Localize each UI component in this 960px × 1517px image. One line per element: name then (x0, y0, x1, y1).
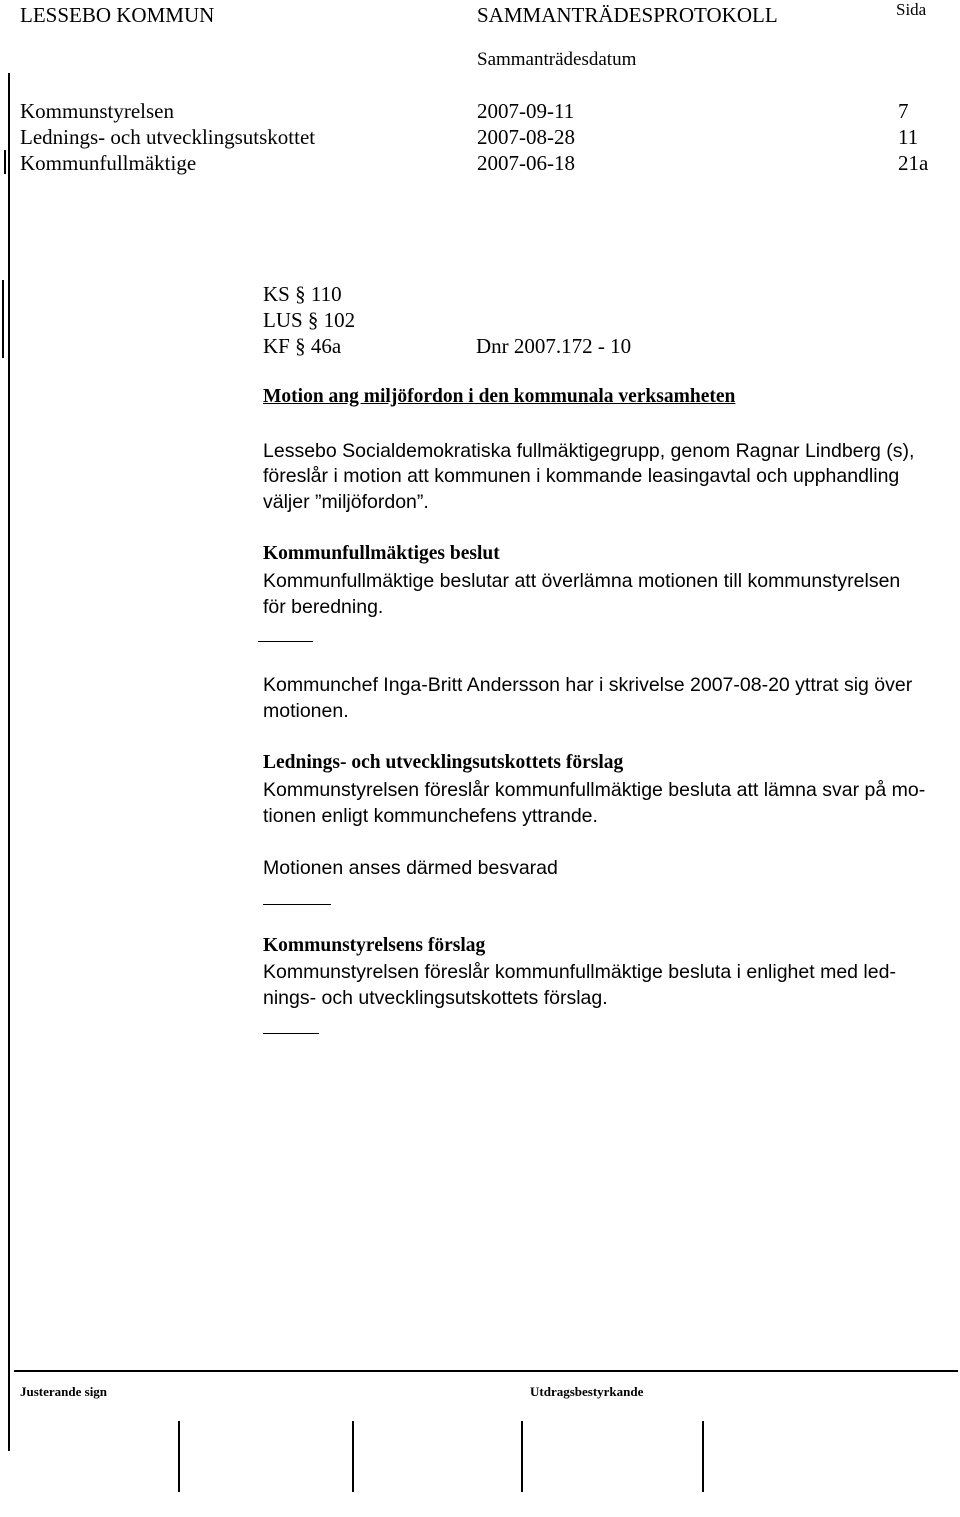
meeting-body-ks: Kommunstyrelsen (20, 99, 174, 123)
meeting-page-lus: 11 (898, 125, 919, 149)
meeting-date-kf: 2007-06-18 (477, 151, 575, 175)
intro-line: Lessebo Socialdemokratiska fullmäktigegrupp, genom Ragnar Lindberg (s), (263, 440, 915, 462)
kf-decision-heading: Kommunfullmäktiges beslut (263, 543, 500, 564)
meeting-date-ks: 2007-09-11 (477, 99, 575, 123)
lus-proposal-conclusion: Motionen anses därmed besvarad (263, 857, 558, 879)
utdrag-label: Utdragsbestyrkande (530, 1384, 644, 1399)
org-name: LESSEBO KOMMUN (20, 3, 215, 27)
meeting-date-lus: 2007-08-28 (477, 125, 575, 149)
intro-line: väljer ”miljöfordon”. (263, 491, 429, 513)
meeting-page-ks: 7 (898, 99, 909, 123)
intro-line: föreslår i motion att kommunen i kommande leasingavtal och upphandling (263, 465, 900, 487)
lus-proposal-line: tionen enligt kommunchefens yttrande. (263, 805, 598, 827)
kf-decision-line: för beredning. (263, 596, 384, 618)
section-divider (263, 1033, 319, 1034)
motion-title: Motion ang miljöfordon i den kommunala verksamheten (263, 386, 736, 407)
paragraph-lus: LUS § 102 (263, 308, 356, 332)
signature-box-line (702, 1421, 704, 1492)
footer-rule (14, 1370, 958, 1372)
meeting-page-kf: 21a (898, 151, 929, 175)
ks-proposal-heading: Kommunstyrelsens förslag (263, 935, 486, 956)
paragraph-kf: KF § 46a (263, 334, 342, 358)
ks-proposal-line: Kommunstyrelsen föreslår kommunfullmäktige besluta i enlighet med led- (263, 961, 896, 983)
section-divider (258, 641, 313, 642)
page-label: Sida (896, 0, 927, 19)
date-label: Sammanträdesdatum (477, 49, 637, 70)
meeting-body-lus: Lednings- och utvecklingsutskottet (20, 125, 316, 149)
diary-number: Dnr 2007.172 - 10 (476, 334, 632, 358)
signature-box-line (178, 1421, 180, 1492)
section-divider (263, 904, 331, 905)
left-margin-line (8, 73, 10, 1451)
meeting-body-kf: Kommunfullmäktige (20, 151, 197, 175)
ks-proposal-line: nings- och utvecklingsutskottets förslag. (263, 987, 608, 1009)
lus-proposal-heading: Lednings- och utvecklingsutskottets förslag (263, 752, 624, 773)
document-type: SAMMANTRÄDESPROTOKOLL (477, 3, 778, 27)
revision-bar (2, 280, 4, 358)
justerande-label: Justerande sign (20, 1384, 108, 1399)
kommunchef-line: Kommunchef Inga-Britt Andersson har i skrivelse 2007-08-20 yttrat sig över (263, 674, 913, 696)
signature-box-line (521, 1421, 523, 1492)
kf-decision-line: Kommunfullmäktige beslutar att överlämna motionen till kommunstyrelsen (263, 570, 901, 592)
revision-bar (4, 150, 6, 174)
paragraph-ks: KS § 110 (263, 282, 342, 306)
kommunchef-line: motionen. (263, 700, 349, 722)
lus-proposal-line: Kommunstyrelsen föreslår kommunfullmäktige besluta att lämna svar på mo- (263, 779, 926, 801)
signature-box-line (352, 1421, 354, 1492)
